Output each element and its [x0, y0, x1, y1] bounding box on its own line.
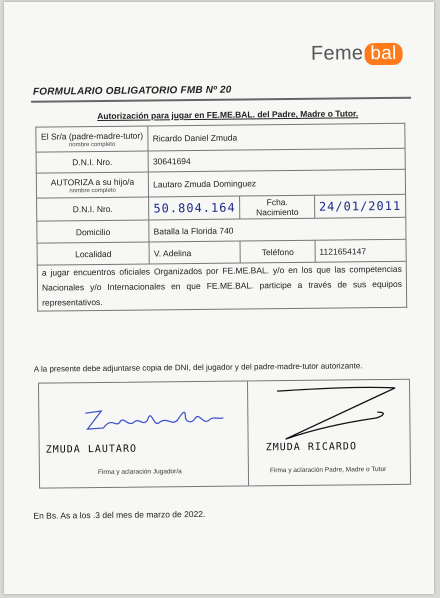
birth-date-label: Fcha. Nacimiento	[240, 195, 315, 219]
child-dni-cell	[149, 196, 240, 220]
guardian-printed-name: ZMUDA RICARDO	[265, 441, 358, 454]
form-subtitle: Autorización para jugar en FE.ME.BAL. del Padre, Madre o Tutor.	[97, 108, 359, 122]
guardian-label-cell	[36, 126, 148, 152]
logo-pill: bal	[364, 43, 402, 65]
birth-date-handwritten: 24/01/2011	[318, 198, 402, 214]
child-sublabel: nombre completo	[69, 187, 116, 194]
document-sheet	[4, 2, 434, 594]
guardian-dni-field: 30641694	[148, 148, 405, 172]
guardian-name-field: Ricardo Daniel Zmuda	[148, 123, 405, 151]
signature-box	[38, 379, 411, 489]
phone-label: Teléfono	[241, 240, 315, 263]
address-label: Domicilio	[37, 220, 149, 243]
player-signature-scribble	[81, 402, 241, 440]
birth-date-cell	[314, 194, 405, 218]
guardian-label: El Sr/a (padre-madre-tutor)	[40, 130, 144, 142]
guardian-signature-scribble	[255, 382, 406, 446]
table-row	[36, 169, 405, 198]
authorization-paragraph: a jugar encuentros oficiales Organizados por FE.ME.BAL. y/o en los que las competencias Nacionales y/o Internacionales en que FE.ME.BAL. participe a través de sus equipos representativos.	[37, 261, 406, 311]
child-label: AUTORIZA a su hijo/a	[50, 176, 135, 188]
locality-field: V. Adelina	[149, 241, 240, 264]
locality-label: Localidad	[37, 242, 149, 265]
place-date-line: En Bs. As a los .3 del mes de marzo de 2022.	[33, 508, 206, 521]
dni-copy-note: A la presente debe adjuntarse copia de DNI, del jugador y del padre-madre-tutor autorizante.	[33, 361, 363, 374]
table-row	[36, 123, 405, 152]
form-title: FORMULARIO OBLIGATORIO FMB Nº 20	[32, 84, 232, 98]
player-printed-name: ZMUDA LAUTARO	[45, 443, 138, 456]
guardian-dni-label: D.N.I. Nro.	[36, 151, 148, 173]
guardian-sublabel: nombre completo	[68, 141, 116, 148]
guardian-signature-label: Firma y aclaración Padre, Madre o Tutor	[269, 466, 387, 475]
child-name-field: Lautaro Zmuda Dominguez	[149, 169, 406, 197]
child-label-cell	[36, 172, 148, 198]
address-field: Batalla la Florida 740	[149, 217, 406, 242]
form-page	[4, 2, 434, 594]
title-divider	[31, 97, 411, 103]
child-dni-label: D.N.I. Nro.	[37, 197, 149, 221]
table-row	[37, 261, 406, 311]
player-signature-label: Firma y aclaración Jugador/a	[97, 468, 182, 477]
authorization-table	[35, 123, 407, 312]
signature-divider	[247, 381, 249, 485]
febemal-logo	[311, 42, 403, 66]
logo-text: Feme	[310, 42, 364, 65]
child-dni-handwritten: 50.804.164	[153, 200, 236, 216]
phone-field: 1121654147	[315, 239, 406, 262]
